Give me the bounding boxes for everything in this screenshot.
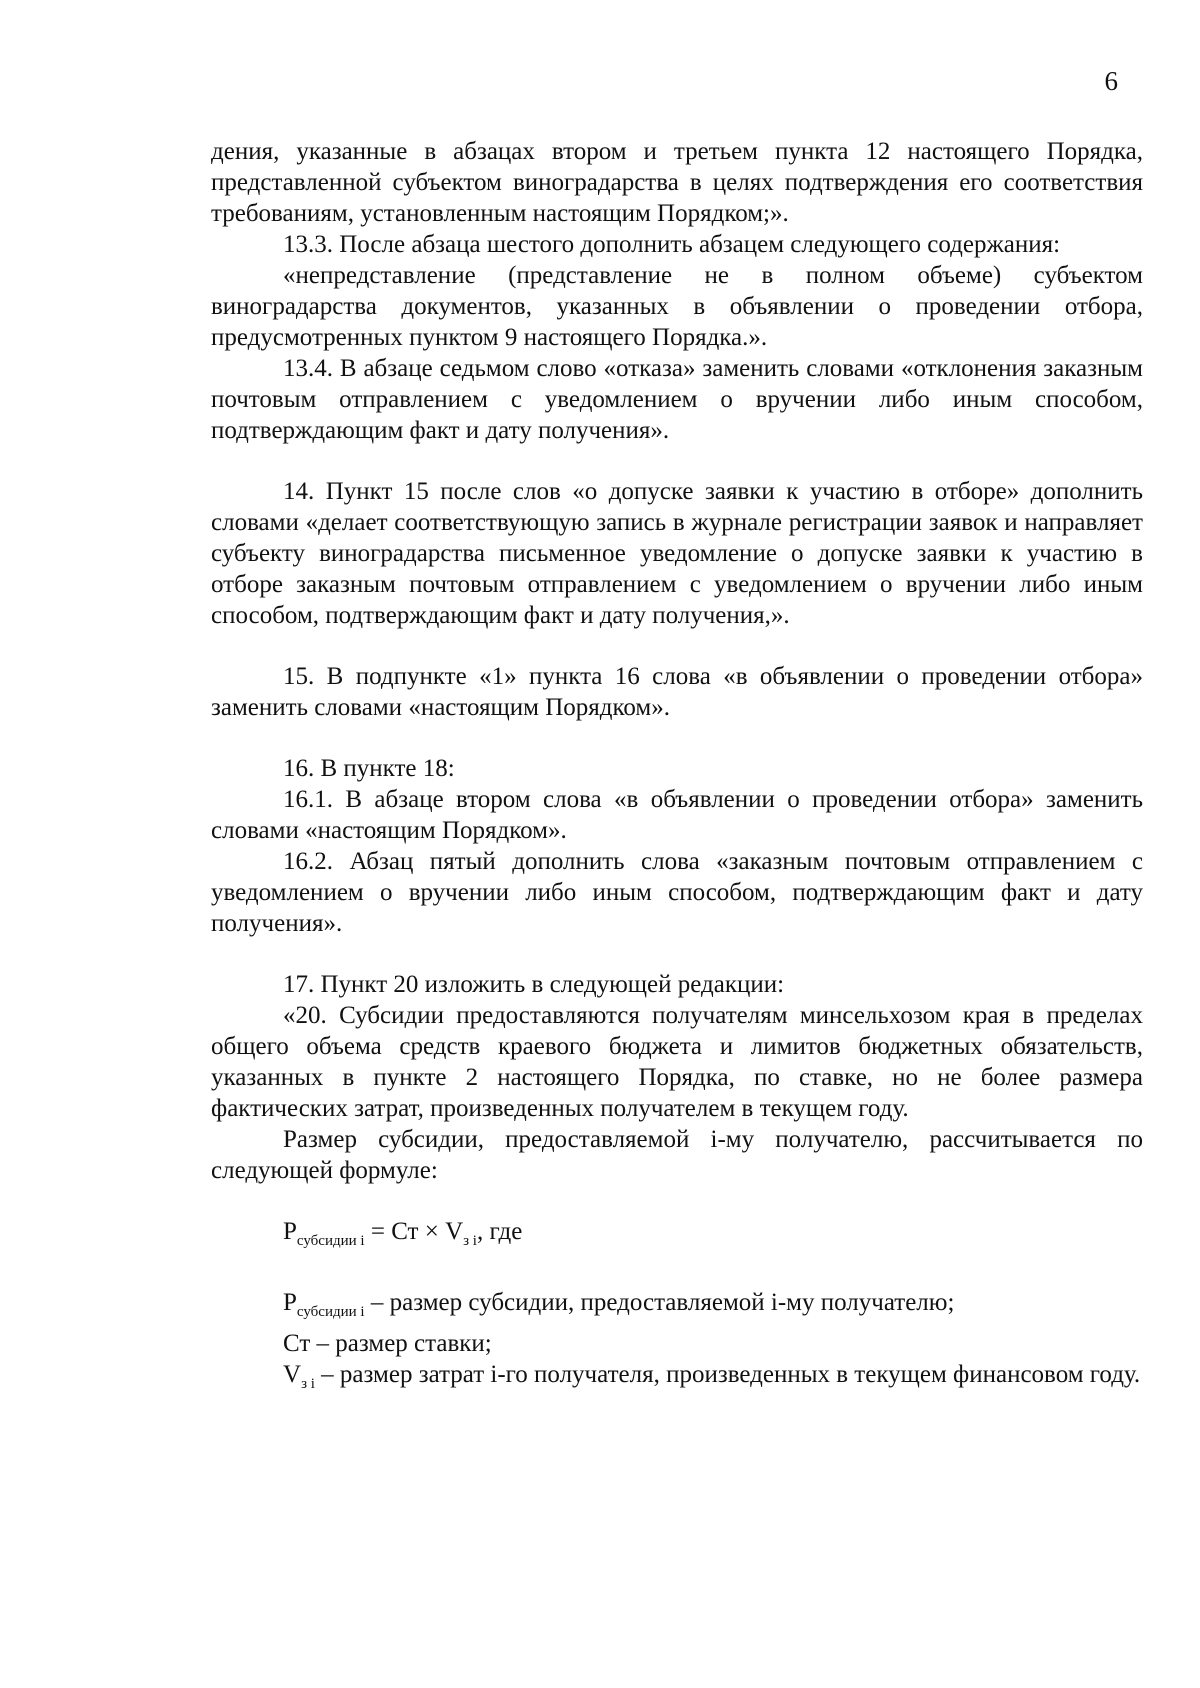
spacer	[211, 939, 1143, 969]
definition-p	[211, 1287, 1143, 1328]
paragraph-13-3: 13.3. После абзаца шестого дополнить абзацем следующего содержания:	[283, 231, 1061, 258]
definition-v	[211, 1359, 1143, 1400]
definition-v-subscript: з i	[301, 1376, 315, 1392]
paragraph-continuation: дения, указанные в абзацах втором и третьем пункта 12 настоящего Порядка, представленной субъектом виноградарства в целях подтверждения его соответствия требованиям, установленным настоящим Порядком;».	[211, 138, 1143, 227]
paragraph-16: 16. В пункте 18:	[283, 755, 455, 782]
definition-rate: Ст – размер ставки;	[283, 1330, 492, 1357]
formula-p-subscript: субсидии i	[296, 1233, 365, 1249]
definition-p-subscript: субсидии i	[296, 1304, 365, 1320]
definition-p-text: – размер субсидии, предоставляемой i-му получателю;	[364, 1289, 955, 1316]
paragraph-subsidy-size: Размер субсидии, предоставляемой i-му получателю, рассчитывается по следующей формуле:	[211, 1126, 1143, 1184]
paragraph-16-2: 16.2. Абзац пятый дополнить слова «заказным почтовым отправлением с уведомлением о вручении либо иным способом, подтверждающим факт и дату получения».	[211, 848, 1143, 937]
paragraph-14: 14. Пункт 15 после слов «о допуске заявки к участию в отборе» дополнить словами «делает соответствующую запись в журнале регистрации заявок и направляет субъекту виноградарства письменное уведомление о допуске заявки к участию в отборе заказным почтовым отправлением с уведомлением о вручении либо иным способом, подтверждающим факт и дату получения,».	[211, 478, 1143, 629]
formula-rhs: = Ст × V	[364, 1218, 464, 1245]
spacer	[211, 723, 1143, 753]
spacer	[211, 631, 1143, 661]
definition-p-symbol: P	[283, 1289, 297, 1316]
paragraph-quote-nonsubmission: «непредставление (представление не в полном объеме) субъектом виноградарства документов, указанных в объявлении о проведении отбора, предусмотренных пунктом 9 настоящего Порядка.».	[211, 262, 1143, 351]
page-number: 6	[1104, 66, 1118, 96]
paragraph-17: 17. Пункт 20 изложить в следующей редакции:	[283, 971, 785, 998]
paragraph-13-4: 13.4. В абзаце седьмом слово «отказа» заменить словами «отклонения заказным почтовым отправлением с уведомлением о вручении либо иным способом, подтверждающим факт и дату получения».	[211, 355, 1143, 444]
spacer	[211, 1186, 1143, 1216]
formula-v-subscript: з i	[463, 1233, 477, 1249]
paragraph-20-quote: «20. Субсидии предоставляются получателям минсельхозом края в пределах общего объема средств краевого бюджета и лимитов бюджетных обязательств, указанных в пункте 2 настоящего Порядка, по ставке, но не более размера фактических затрат, произведенных получателем в текущем году.	[211, 1002, 1143, 1122]
paragraph-16-1: 16.1. В абзаце втором слова «в объявлении о проведении отбора» заменить словами «настоящим Порядком».	[211, 786, 1143, 844]
paragraph-15: 15. В подпункте «1» пункта 16 слова «в объявлении о проведении отбора» заменить словами «настоящим Порядком».	[211, 663, 1143, 721]
definition-v-text: – размер затрат i-го получателя, произведенных в текущем финансовом году.	[314, 1361, 1141, 1388]
definition-v-symbol: V	[283, 1361, 302, 1388]
document-body	[211, 136, 1143, 1400]
formula-p-symbol: P	[283, 1218, 297, 1245]
formula-tail: , где	[476, 1218, 523, 1245]
spacer	[211, 446, 1143, 476]
formula	[211, 1216, 1143, 1257]
spacer	[211, 1257, 1143, 1287]
